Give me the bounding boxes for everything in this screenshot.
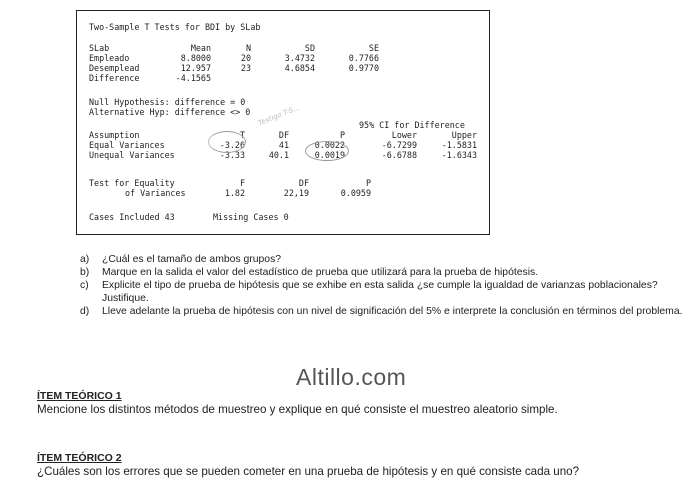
table-row-label: Empleado <box>89 53 130 63</box>
table-cell: 23 <box>240 63 251 73</box>
test-header-df: DF <box>278 130 289 140</box>
table-row-label: Equal Variances <box>89 140 165 150</box>
table-cell: -1.5831 <box>441 140 477 150</box>
table-cell: 0.9770 <box>348 63 379 73</box>
table-cell: 40.1 <box>268 150 289 160</box>
table-cell: -6.6788 <box>381 150 417 160</box>
question-text: Marque en la salida el valor del estadístico de prueba que utilizará para la prueba de hipótesis. <box>102 267 539 278</box>
equality-value-f: 1.82 <box>224 188 245 198</box>
table-row-label: Difference <box>89 73 140 83</box>
test-header-t: T <box>239 130 245 140</box>
item-title-1: ÍTEM TEÓRICO 1 <box>37 390 122 402</box>
test-header-upper: Upper <box>451 130 477 140</box>
table-cell: 12.957 <box>180 63 211 73</box>
group-header-n: N <box>245 43 251 53</box>
table-cell: 20 <box>240 53 251 63</box>
group-header-mean: Mean <box>190 43 211 53</box>
equality-label-2: of Variances <box>125 188 186 198</box>
table-cell: 8.8000 <box>180 53 211 63</box>
list-item <box>80 279 690 305</box>
handwritten-circle-p <box>305 141 349 161</box>
table-cell: -6.7299 <box>381 140 417 150</box>
alternative-hypothesis: Alternative Hyp: difference <> 0 <box>89 107 251 117</box>
question-label: d) <box>80 306 90 317</box>
table-cell: 0.0019 <box>314 150 345 160</box>
question-text: Lleve adelante la prueba de hipótesis con un nivel de significación del 5% e interprete la conclusión en términos del problema. <box>102 306 683 317</box>
cases-included: Cases Included 43 <box>89 212 175 222</box>
question-list <box>80 253 690 318</box>
group-header-slab: SLab <box>89 43 110 53</box>
output-title: Two-Sample T Tests for BDI by SLab <box>89 22 261 32</box>
equality-value-p: 0.0959 <box>340 188 371 198</box>
equality-header-f: F <box>239 178 245 188</box>
list-item <box>80 305 690 318</box>
question-label: a) <box>80 254 90 265</box>
table-cell: 3.4732 <box>284 53 315 63</box>
question-text: Explicite el tipo de prueba de hipótesis que se exhibe en esta salida ¿se cumple la igualdad de varianzas poblacionales? Justifique. <box>102 280 658 304</box>
question-label: c) <box>80 280 89 291</box>
list-item <box>80 266 690 279</box>
question-label: b) <box>80 267 90 278</box>
equality-header-df: DF <box>298 178 309 188</box>
handwritten-circle-t <box>208 131 246 153</box>
missing-cases: Missing Cases 0 <box>213 212 289 222</box>
table-row-label: Desemplead <box>89 63 140 73</box>
item-title-2: ÍTEM TEÓRICO 2 <box>37 452 122 464</box>
table-cell: 0.0022 <box>314 140 345 150</box>
test-header-p: P <box>339 130 345 140</box>
equality-label-1: Test for Equality <box>89 178 175 188</box>
test-header-assumption: Assumption <box>89 130 140 140</box>
table-cell: -1.6343 <box>441 150 477 160</box>
table-cell: -3.26 <box>219 140 245 150</box>
null-hypothesis: Null Hypothesis: difference = 0 <box>89 97 246 107</box>
table-row-label: Unequal Variances <box>89 150 175 160</box>
table-cell: 0.7766 <box>348 53 379 63</box>
table-cell: 41 <box>278 140 289 150</box>
group-header-sd: SD <box>304 43 315 53</box>
list-item <box>80 253 690 266</box>
ci-header: 95% CI for Difference <box>359 120 465 130</box>
handwritten-note: Testigo T-S... <box>257 103 301 128</box>
item-text-1: Mencione los distintos métodos de muestreo y explique en qué consiste el muestreo aleatorio simple. <box>37 403 558 416</box>
test-header-lower: Lower <box>391 130 417 140</box>
group-header-se: SE <box>368 43 379 53</box>
table-cell: 4.6854 <box>284 63 315 73</box>
item-text-2: ¿Cuáles son los errores que se pueden cometer en una prueba de hipótesis y en qué consiste cada uno? <box>37 465 580 478</box>
equality-value-df: 22,19 <box>283 188 309 198</box>
table-cell: -4.1565 <box>175 73 211 83</box>
question-text: ¿Cuál es el tamaño de ambos grupos? <box>102 254 282 265</box>
table-cell: -3.33 <box>219 150 245 160</box>
statistical-output-box <box>76 10 490 235</box>
equality-header-p: P <box>365 178 371 188</box>
watermark: Altillo.com <box>296 364 407 390</box>
